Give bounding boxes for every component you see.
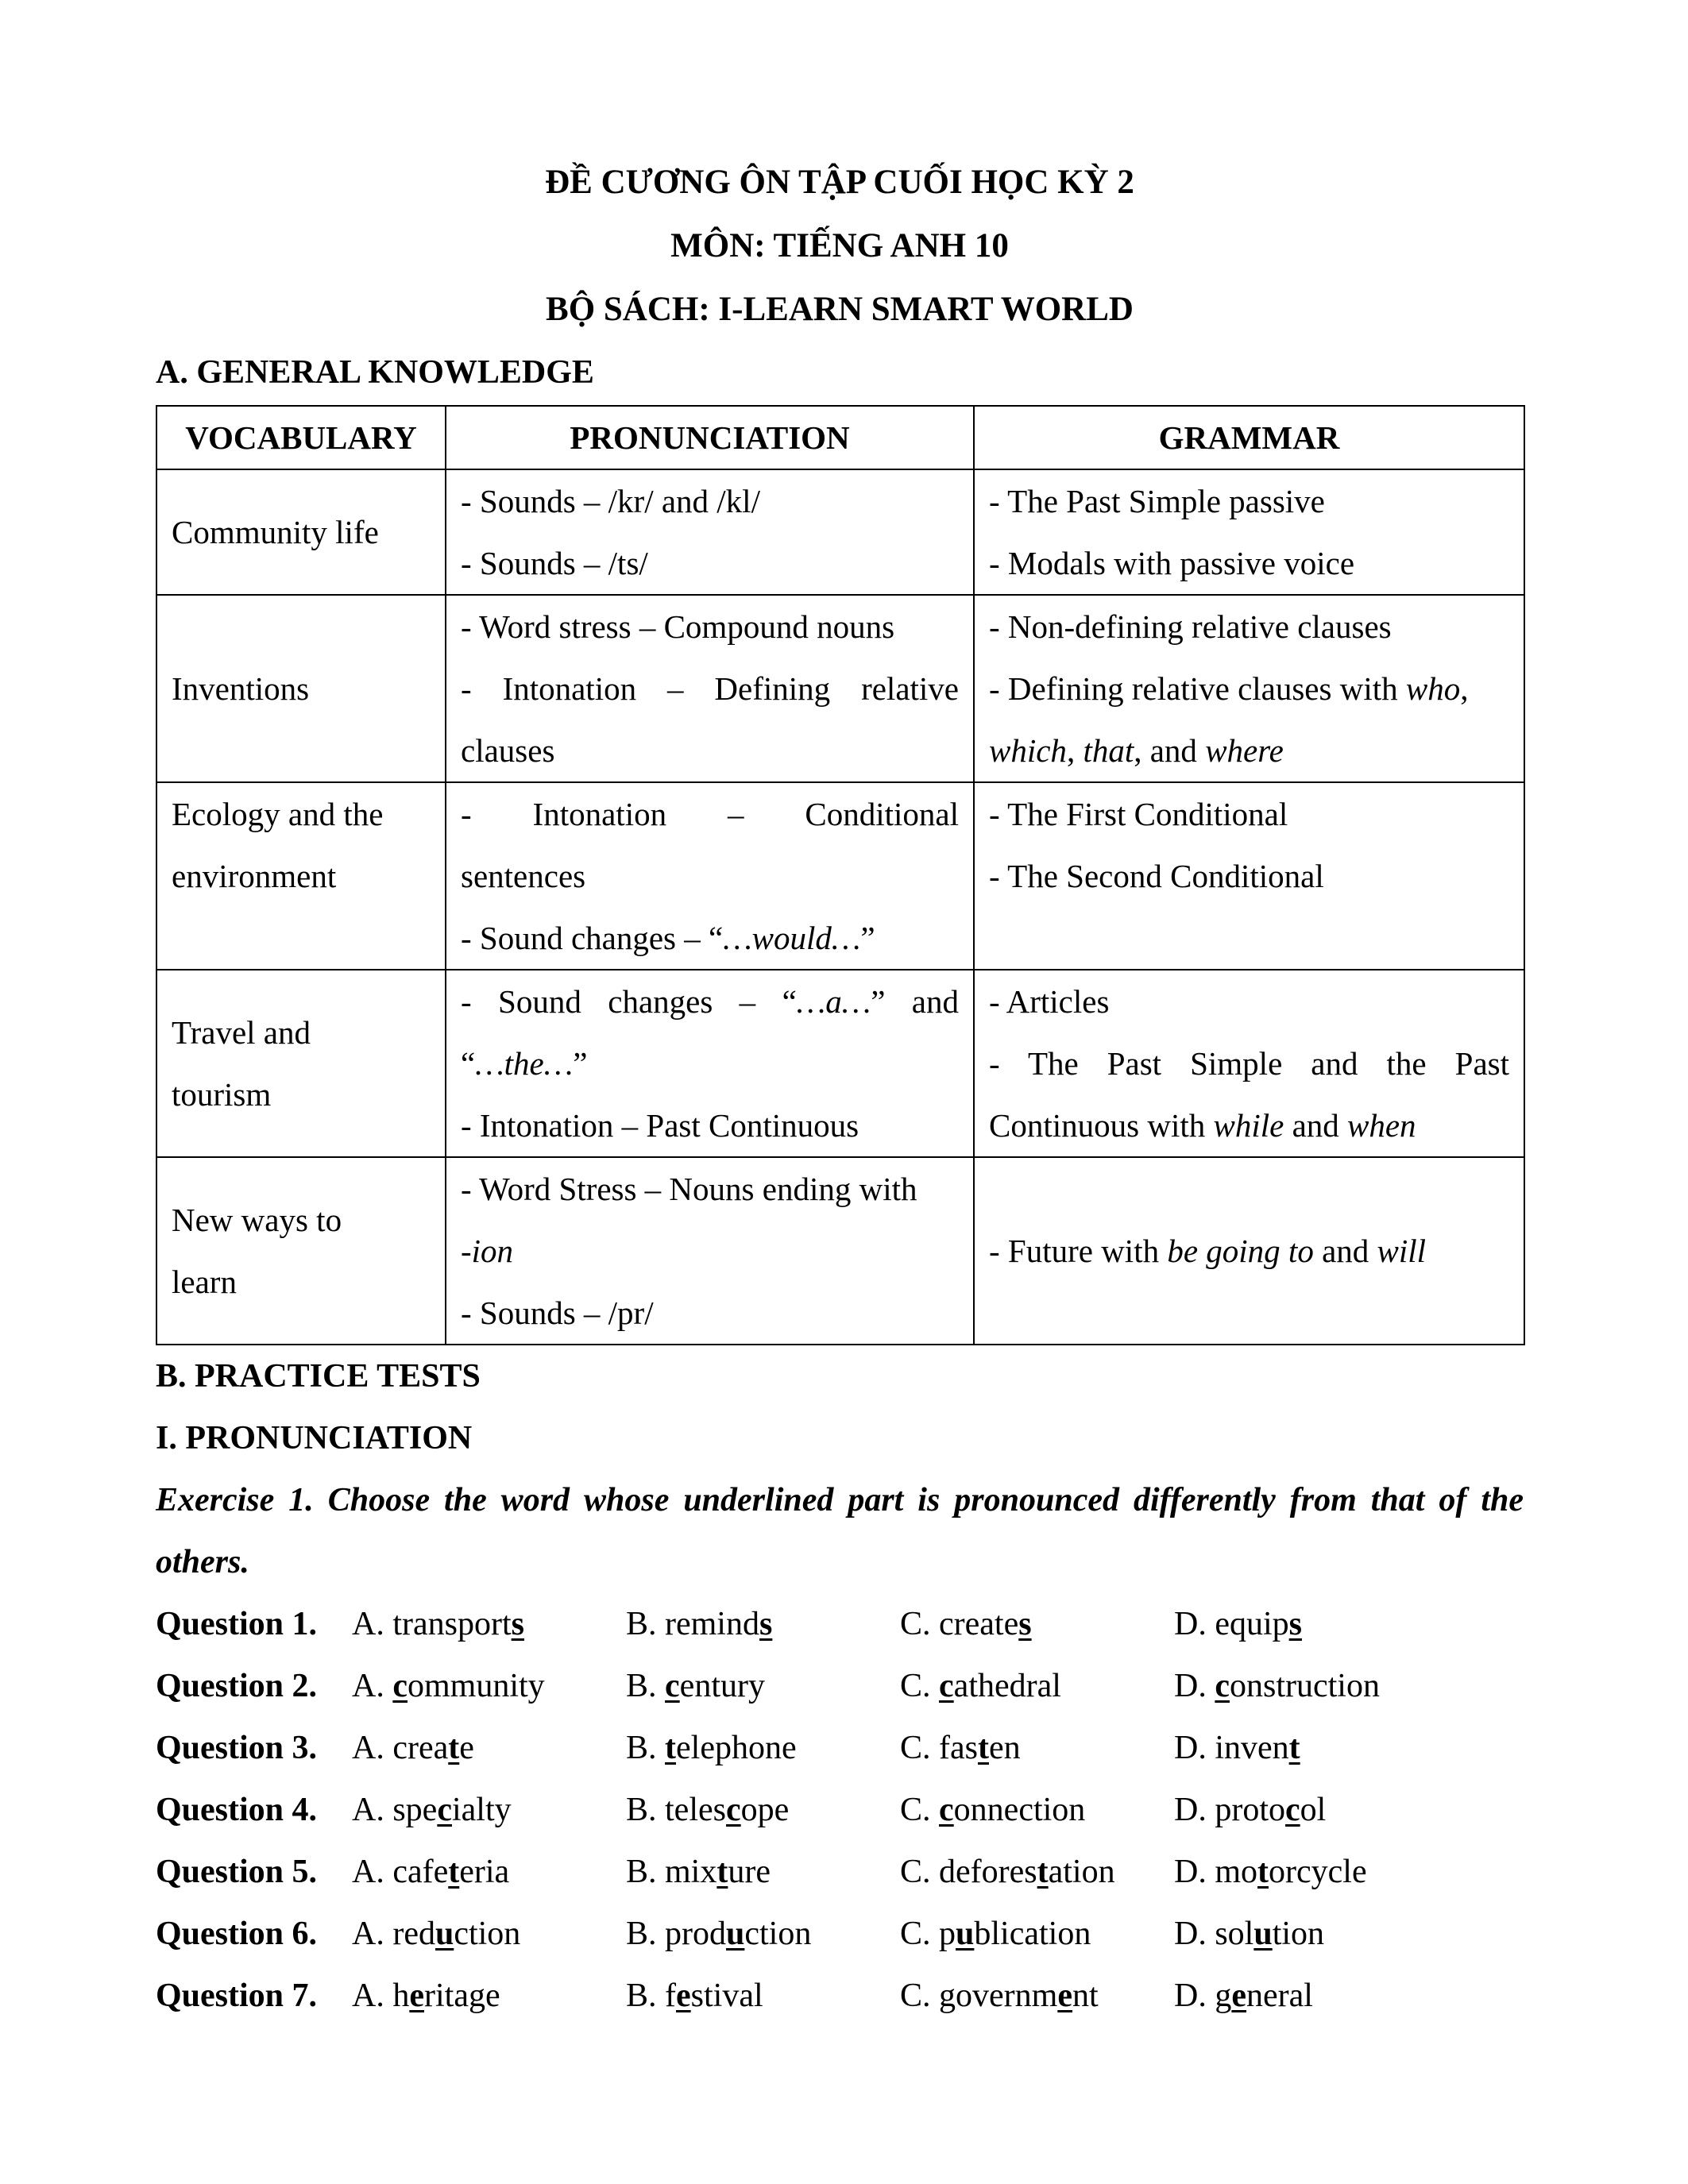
option-text: ction <box>454 1916 521 1952</box>
pronunciation-cell <box>446 782 974 970</box>
option-text: tion <box>1272 1916 1325 1952</box>
vocab-text: learn <box>172 1264 237 1300</box>
title-line-1: ĐỀ CƯƠNG ÔN TẬP CUỐI HỌC KỲ 2 <box>545 164 1134 201</box>
answer-option <box>352 1903 626 1965</box>
option-text: ialty <box>451 1792 512 1828</box>
answer-option <box>626 1655 900 1717</box>
underlined-part: t <box>448 1854 460 1890</box>
answer-option <box>626 1903 900 1965</box>
underlined-part: t <box>448 1730 460 1766</box>
vocab-text: Inventions <box>172 670 310 707</box>
option-text: A. h <box>352 1978 410 2014</box>
grammar-line: - The First Conditional <box>989 796 1288 832</box>
column-header-grammar: GRAMMAR <box>974 406 1524 469</box>
table-row <box>156 1157 1524 1345</box>
question-row <box>156 1655 1524 1717</box>
grammar-line: - The Past Simple passive <box>989 483 1325 519</box>
option-text: D. <box>1174 1668 1215 1704</box>
grammar-line: - The Past Simple and the Past <box>989 1045 1509 1082</box>
answer-option <box>900 1717 1174 1779</box>
pron-line: - Sounds – /kr/ and /kl/ <box>461 483 760 519</box>
pron-text: ” and <box>871 983 959 1020</box>
document-page <box>156 151 1524 2027</box>
option-text: C. <box>900 1668 940 1704</box>
answer-option <box>1174 1655 1380 1717</box>
pron-text: ” <box>573 1045 588 1082</box>
grammar-cell <box>974 782 1524 970</box>
pron-italic: …a… <box>796 983 871 1020</box>
grammar-text: Continuous with <box>989 1107 1206 1144</box>
answer-option <box>626 1965 900 2027</box>
title-line-3: BỘ SÁCH: I-LEARN SMART WORLD <box>546 291 1134 328</box>
pron-line <box>461 1032 959 1094</box>
option-text: C. p <box>900 1916 956 1952</box>
option-text: orcycle <box>1269 1854 1367 1890</box>
vocab-text: environment <box>172 858 337 894</box>
option-text: D. inven <box>1174 1730 1289 1766</box>
pron-line <box>461 1220 959 1282</box>
pron-line: - Word stress – Compound nouns <box>461 608 895 645</box>
underlined-part: t <box>1037 1854 1049 1890</box>
question-label: Question 6. <box>156 1916 318 1952</box>
underlined-part: u <box>956 1916 975 1952</box>
answer-option <box>1174 1903 1324 1965</box>
vocab-cell <box>156 1157 446 1345</box>
option-text: B. teles <box>626 1792 726 1828</box>
vocab-text: Travel and <box>172 1014 311 1051</box>
option-text: C. fas <box>900 1730 978 1766</box>
option-text: ope <box>740 1792 790 1828</box>
table-row <box>156 970 1524 1157</box>
underlined-part: c <box>1285 1792 1300 1828</box>
option-text: B. mix <box>626 1854 717 1890</box>
grammar-italic: that <box>1083 732 1134 769</box>
question-list <box>156 1593 1524 2027</box>
table-row <box>156 595 1524 782</box>
option-text: C. <box>900 1792 940 1828</box>
question-row <box>156 1903 1524 1965</box>
section-i-heading: I. PRONUNCIATION <box>156 1420 473 1457</box>
option-text: A. <box>352 1668 393 1704</box>
option-text: D. mo <box>1174 1854 1257 1890</box>
answer-option <box>900 1965 1174 2027</box>
answer-option <box>900 1779 1174 1841</box>
option-text: C. governm <box>900 1978 1058 2014</box>
underlined-part: t <box>978 1730 989 1766</box>
pron-line: - Sounds – /pr/ <box>461 1295 654 1331</box>
underlined-part: s <box>1018 1606 1032 1642</box>
underlined-part: s <box>511 1606 524 1642</box>
answer-option <box>626 1841 900 1903</box>
grammar-italic: while <box>1213 1107 1284 1144</box>
option-text: neral <box>1246 1978 1313 2014</box>
option-text: ritage <box>424 1978 500 2014</box>
answer-option <box>900 1593 1174 1655</box>
answer-option <box>1174 1965 1313 2027</box>
grammar-line: - Articles <box>989 983 1110 1020</box>
pron-line: - Intonation – Conditional <box>461 796 959 832</box>
question-label: Question 3. <box>156 1730 318 1766</box>
general-knowledge-table <box>156 405 1525 1345</box>
answer-option <box>626 1779 900 1841</box>
question-row <box>156 1841 1524 1903</box>
grammar-line: - Modals with passive voice <box>989 545 1355 581</box>
vocab-text: Community life <box>172 514 379 550</box>
grammar-line: which, that, and where <box>989 732 1284 769</box>
question-row <box>156 1779 1524 1841</box>
option-text: B. remind <box>626 1606 759 1642</box>
grammar-cell <box>974 1157 1524 1345</box>
answer-option <box>352 1717 626 1779</box>
option-text: A. cafe <box>352 1854 449 1890</box>
pron-italic: …would… <box>723 920 861 956</box>
option-text: B. <box>626 1668 666 1704</box>
column-header-pronunciation: PRONUNCIATION <box>446 406 974 469</box>
answer-option <box>352 1655 626 1717</box>
column-header-vocabulary: VOCABULARY <box>156 406 446 469</box>
option-text: D. g <box>1174 1978 1232 2014</box>
grammar-line <box>989 1220 1509 1282</box>
underlined-part: e <box>1231 1978 1246 2014</box>
question-row <box>156 1593 1524 1655</box>
underlined-part: s <box>1288 1606 1303 1642</box>
pron-text: ” <box>860 920 875 956</box>
option-text: stival <box>690 1978 763 2014</box>
grammar-cell <box>974 595 1524 782</box>
option-text: B. <box>626 1730 666 1766</box>
question-label: Question 5. <box>156 1854 318 1890</box>
option-text: nt <box>1072 1978 1099 2014</box>
grammar-italic: who <box>1405 670 1461 707</box>
underlined-part: c <box>437 1792 452 1828</box>
answer-option <box>352 1593 626 1655</box>
underlined-part: t <box>1288 1730 1300 1766</box>
pron-line <box>461 970 959 1032</box>
question-row <box>156 1717 1524 1779</box>
option-text: D. sol <box>1174 1916 1254 1952</box>
grammar-italic: where <box>1205 732 1284 769</box>
underlined-part: u <box>1253 1916 1273 1952</box>
underlined-part: c <box>939 1792 954 1828</box>
pron-line <box>461 907 959 969</box>
grammar-cell <box>974 970 1524 1157</box>
vocab-text: New ways to <box>172 1202 342 1238</box>
answer-option <box>900 1841 1174 1903</box>
answer-option <box>352 1779 626 1841</box>
option-text: blication <box>974 1916 1091 1952</box>
answer-option <box>626 1593 900 1655</box>
option-text: onstruction <box>1230 1668 1380 1704</box>
option-text: eria <box>459 1854 510 1890</box>
answer-option <box>1174 1841 1367 1903</box>
option-text: ation <box>1048 1854 1115 1890</box>
exercise-1-instruction: Exercise 1. Choose the word whose underlined part is pronounced differently from that of the others. <box>156 1482 1524 1580</box>
option-text: A. transport <box>352 1606 512 1642</box>
option-text: athedral <box>953 1668 1061 1704</box>
answer-option <box>900 1655 1174 1717</box>
question-label: Question 2. <box>156 1668 318 1704</box>
option-text: B. prod <box>626 1916 726 1952</box>
underlined-part: c <box>725 1792 741 1828</box>
answer-option <box>352 1965 626 2027</box>
pron-line: sentences <box>461 858 586 894</box>
option-text: ure <box>728 1854 771 1890</box>
option-text: A. spe <box>352 1792 438 1828</box>
question-label: Question 4. <box>156 1792 318 1828</box>
underlined-part: c <box>1215 1668 1230 1704</box>
grammar-italic: will <box>1377 1233 1427 1269</box>
question-row <box>156 1965 1524 2027</box>
grammar-italic: which <box>989 732 1067 769</box>
title-line-2: MÔN: TIẾNG ANH 10 <box>670 227 1009 264</box>
grammar-text: and <box>1292 1107 1339 1144</box>
option-text: elephone <box>676 1730 797 1766</box>
underlined-part: t <box>1257 1854 1269 1890</box>
pronunciation-cell <box>446 1157 974 1345</box>
table-row <box>156 469 1524 595</box>
option-text: onnection <box>953 1792 1086 1828</box>
section-b-heading: B. PRACTICE TESTS <box>156 1358 481 1395</box>
option-text: D. equip <box>1174 1606 1289 1642</box>
grammar-italic: when <box>1347 1107 1416 1144</box>
vocab-cell <box>156 595 446 782</box>
grammar-text: - Defining relative clauses with <box>989 670 1398 707</box>
underlined-part: c <box>392 1668 408 1704</box>
grammar-italic: be going to <box>1167 1233 1314 1269</box>
answer-option <box>900 1903 1174 1965</box>
underlined-part: t <box>665 1730 677 1766</box>
pronunciation-cell <box>446 469 974 595</box>
option-text: ction <box>744 1916 812 1952</box>
option-text: ol <box>1300 1792 1327 1828</box>
underlined-part: c <box>665 1668 680 1704</box>
pron-text: - Sound changes – “ <box>461 983 797 1020</box>
underlined-part: t <box>717 1854 728 1890</box>
option-text: C. create <box>900 1606 1019 1642</box>
pron-line: clauses <box>461 732 555 769</box>
underlined-part: e <box>676 1978 691 2014</box>
option-text: C. defores <box>900 1854 1037 1890</box>
vocab-cell <box>156 782 446 970</box>
table-header-row <box>156 406 1524 469</box>
grammar-cell <box>974 469 1524 595</box>
grammar-text: and <box>1149 732 1197 769</box>
option-text: ommunity <box>408 1668 545 1704</box>
pron-italic: -ion <box>461 1233 514 1269</box>
grammar-line <box>989 1094 1509 1156</box>
grammar-text: and <box>1322 1233 1369 1269</box>
question-label: Question 1. <box>156 1606 318 1642</box>
question-label: Question 7. <box>156 1978 318 2014</box>
vocab-text: Ecology and the <box>172 796 384 832</box>
grammar-text: - Future with <box>989 1233 1160 1269</box>
underlined-part: e <box>409 1978 424 2014</box>
section-a-heading: A. GENERAL KNOWLEDGE <box>156 354 594 391</box>
answer-option <box>352 1841 626 1903</box>
grammar-line: - The Second Conditional <box>989 858 1324 894</box>
grammar-line: - Non-defining relative clauses <box>989 608 1392 645</box>
option-text: D. proto <box>1174 1792 1285 1828</box>
answer-option <box>626 1717 900 1779</box>
pron-line: - Intonation – Past Continuous <box>461 1107 859 1144</box>
option-text: entury <box>679 1668 765 1704</box>
answer-option <box>1174 1717 1300 1779</box>
pron-text: “ <box>461 1045 476 1082</box>
option-text: e <box>459 1730 474 1766</box>
pronunciation-cell <box>446 595 974 782</box>
pron-line: - Sounds – /ts/ <box>461 545 648 581</box>
grammar-line: - Defining relative clauses with who, <box>989 670 1469 707</box>
vocab-cell <box>156 469 446 595</box>
vocab-text: tourism <box>172 1076 272 1113</box>
underlined-part: e <box>1057 1978 1072 2014</box>
underlined-part: u <box>726 1916 745 1952</box>
pron-line: - Word Stress – Nouns ending with <box>461 1171 917 1207</box>
option-text: A. crea <box>352 1730 449 1766</box>
underlined-part: u <box>435 1916 454 1952</box>
option-text: A. red <box>352 1916 435 1952</box>
table-row <box>156 782 1524 970</box>
answer-option <box>1174 1593 1302 1655</box>
pron-italic: …the… <box>475 1045 574 1082</box>
pron-text: - Sound changes – “ <box>461 920 724 956</box>
pron-line: - Intonation – Defining relative <box>461 670 959 707</box>
option-text: en <box>989 1730 1021 1766</box>
underlined-part: c <box>939 1668 954 1704</box>
pronunciation-cell <box>446 970 974 1157</box>
vocab-cell <box>156 970 446 1157</box>
answer-option <box>1174 1779 1326 1841</box>
option-text: B. f <box>626 1978 676 2014</box>
underlined-part: s <box>759 1606 773 1642</box>
